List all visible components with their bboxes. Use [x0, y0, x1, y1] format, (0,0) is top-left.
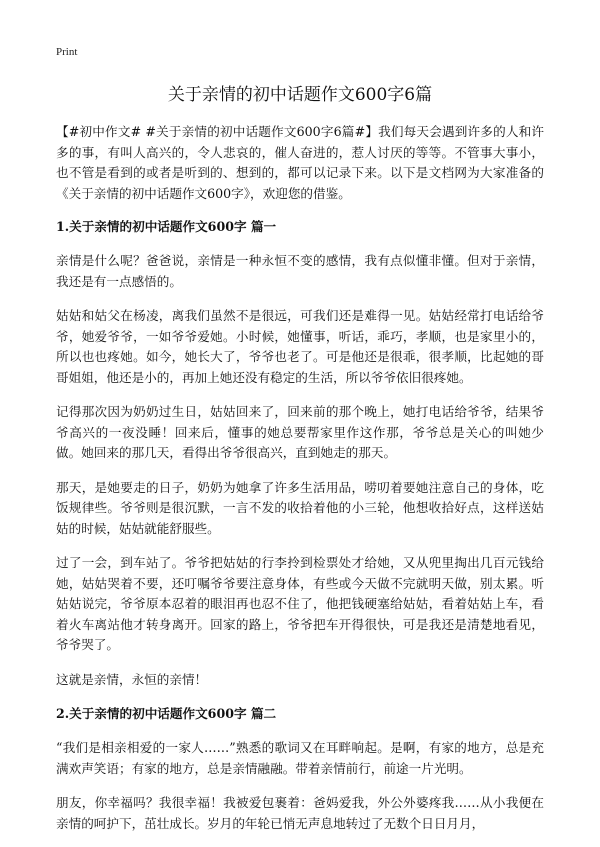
intro-paragraph: 【#初中作文# #关于亲情的初中话题作文600字6篇#】我们每天会遇到许多的人和许多的事，有叫人高兴的，令人悲哀的，催人奋进的，惹人讨厌的等等。不管事大事小，也不管是看到的或者是听到的、想到的，都可以记录下来。以下是文档网为大家准备的《关于亲情的初中话题作文600字》，欢迎您的借鉴。: [56, 124, 544, 201]
paragraph: 记得那次因为奶奶过生日，姑姑回来了，回来前的那个晚上，她打电话给爷爷，结果爷爷高兴的一夜没睡！回来后，懂事的她总要帮家里作这作那，爷爷总是关心的叫她少做。她回来的那几天，看得出爷爷很高兴，直到她走的那天。: [56, 404, 544, 460]
paragraph: 亲情是什么呢？爸爸说，亲情是一种永恒不变的感情，我有点似懂非懂。但对于亲情，我还是有一点感悟的。: [56, 253, 544, 289]
page-title: 关于亲情的初中话题作文600字6篇: [167, 85, 433, 105]
paragraph: 这就是亲情，永恒的亲情！: [56, 671, 208, 687]
article-body: [56, 122, 544, 847]
paragraph: 朋友，你幸福吗？我很幸福！我被爱包裹着：爸妈爱我，外公外婆疼我……从小我便在亲情的呵护下，茁壮成长。岁月的年轮已悄无声息地转过了无数个日日月月，: [56, 795, 544, 831]
paragraph: 姑姑和姑父在杨凌，离我们虽然不是很远，可我们还是难得一见。姑姑经常打电话给爷爷，她爱爷爷，一如爷爷爱她。小时候，她懂事，听话，乖巧，孝顺，也是家里小的，所以也也疼她。如今，她长大了，爷爷也老了。可是他还是很乖，很孝顺，比起她的哥哥姐姐，他还是小的，再加上她还没有稳定的生活，所以爷爷依旧很疼她。: [56, 308, 544, 385]
section-heading-1: 1.关于亲情的初中话题作文600字 篇一: [56, 219, 277, 234]
print-label[interactable]: Print: [56, 46, 78, 58]
paragraph: 那天，是她要走的日子，奶奶为她拿了许多生活用品，唠叨着要她注意自己的身体，吃饭规律些。爷爷则是很沉默，一言不发的收拾着他的小三轮，他想收拾好点，这样送姑姑的时候，姑姑就能舒服些。: [56, 479, 544, 536]
paragraph: “我们是相亲相爱的一家人……”熟悉的歌词又在耳畔响起。是啊，有家的地方，总是充满欢声笑语；有家的地方，总是亲情融融。带着亲情前行，前途一片光明。: [56, 740, 544, 776]
paragraph: 过了一会，到车站了。爷爷把姑姑的行李拎到检票处才给她，又从兜里掏出几百元钱给她，姑姑哭着不要，还叮嘱爷爷要注意身体，有些或今天做不完就明天做，别太累。听姑姑说完，爷爷原本忍着的眼泪再也忍不住了，他把钱硬塞给姑姑，看着姑姑上车，看着火车离站他才转身离开。回家的路上，爷爷把车开得很快，可是我还是清楚地看见，爷爷哭了。: [56, 555, 544, 652]
section-heading-2: 2.关于亲情的初中话题作文600字 篇二: [56, 706, 277, 721]
